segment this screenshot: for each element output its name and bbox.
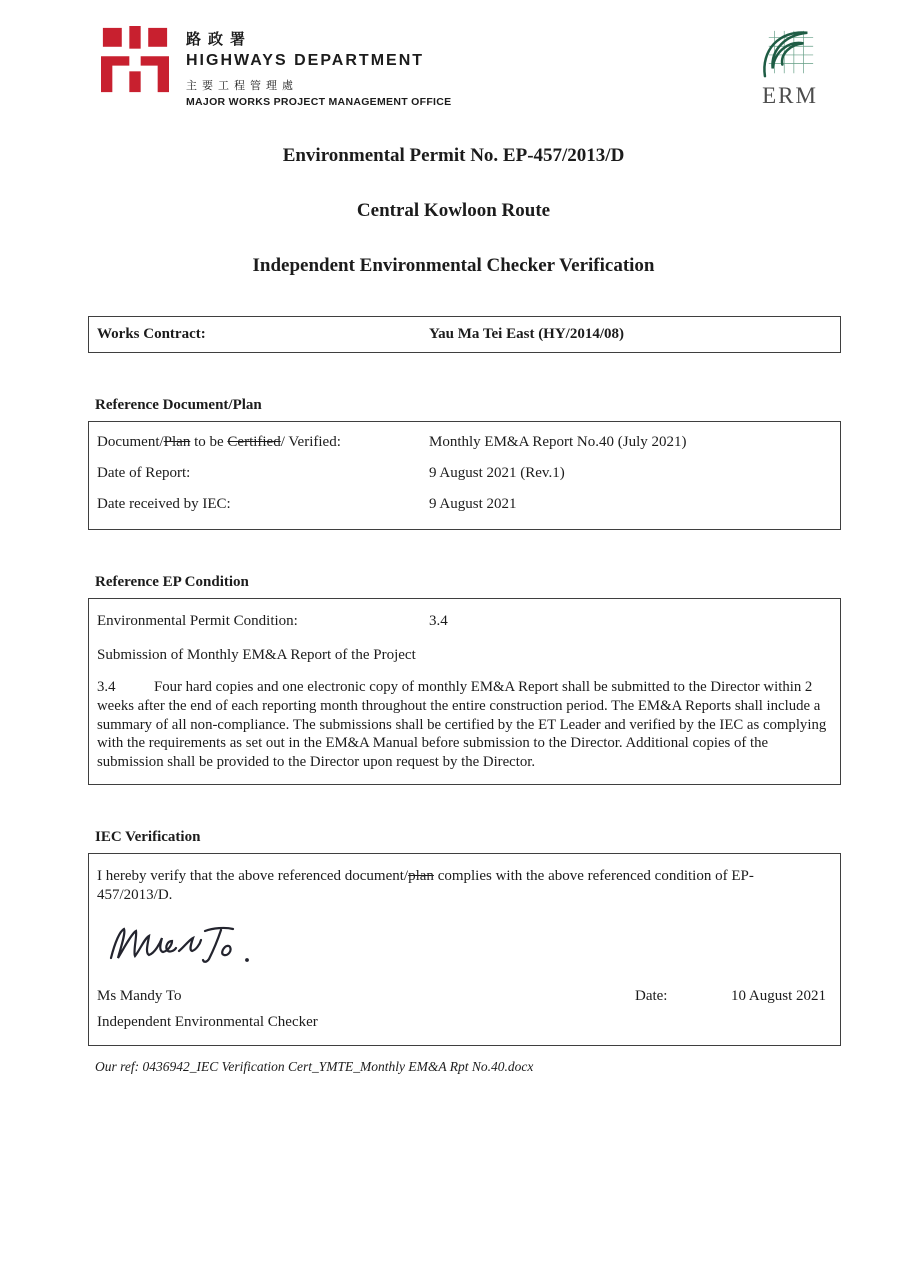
label-struck-certified: Certified: [227, 434, 281, 450]
erm-label: ERM: [762, 83, 818, 108]
ep-clause-paragraph: [97, 664, 830, 772]
iec-statement: [97, 867, 826, 906]
date-of-report-row: [97, 458, 832, 489]
signer-name: Ms Mandy To: [97, 987, 182, 1004]
title-block: [0, 145, 907, 277]
statement-struck-plan: plan: [408, 867, 434, 884]
signer-title: Independent Environmental Checker: [97, 1013, 318, 1030]
reference-ep-box: [88, 598, 841, 785]
project-title: Central Kowloon Route: [356, 200, 551, 221]
iec-verification-heading: IEC Verification: [95, 828, 201, 845]
works-contract-value: Yau Ma Tei East (HY/2014/08): [429, 326, 625, 342]
works-contract-label: Works Contract:: [97, 326, 206, 342]
reference-ep-heading: Reference EP Condition: [95, 574, 249, 590]
signature: [107, 922, 826, 974]
label-struck-plan: Plan: [163, 434, 191, 450]
ep-clause-text: Four hard copies and one electronic copy of monthly EM&A Report shall be submitted to the Director within 2 weeks after the end of each reporting month throughout the entire construction period. The EM&A Reports shall include a summary of all non-compliance. The submissions shall be certified by the ET Leader and verified by the IEC as complying with the requirements as set out in the EM&A Manual before submission to the Director. Additional copies of the submission shall be provided to the Director upon request by the Director.: [97, 679, 827, 771]
erm-logo: [759, 26, 821, 80]
office-chinese-name: 主要工程管理處: [186, 80, 298, 92]
document-to-be-verified-label: [97, 434, 429, 451]
highways-department-brand: [97, 26, 451, 108]
works-contract-box: [88, 316, 841, 353]
date-of-report-value: 9 August 2021 (Rev.1): [429, 465, 565, 481]
statement-part: I hereby verify that the above referenced document/: [97, 867, 409, 884]
header: [0, 0, 907, 109]
date-received-value: 9 August 2021: [429, 496, 517, 512]
date-received-row: [97, 489, 832, 520]
iec-verification-box: [88, 853, 841, 1046]
signature-image: [107, 922, 263, 972]
document-type-title: Independent Environmental Checker Verification: [252, 255, 655, 276]
statement-part: complies with the above referenced condition of EP-457/2013/D.: [97, 867, 754, 904]
permit-title: Environmental Permit No. EP-457/2013/D: [282, 145, 625, 166]
reference-document-box: [88, 421, 841, 530]
ep-condition-row: [97, 607, 830, 630]
ep-condition-label: Environmental Permit Condition:: [97, 613, 298, 629]
date-received-label: Date received by IEC:: [97, 496, 231, 512]
our-ref-line: Our ref: 0436942_IEC Verification Cert_YMTE_Monthly EM&A Rpt No.40.docx: [95, 1058, 534, 1074]
highways-department-logo: [97, 26, 173, 94]
ep-condition-value: 3.4: [429, 613, 448, 629]
label-part: to be: [190, 434, 228, 450]
ep-subject: Submission of Monthly EM&A Report of the Project: [97, 647, 416, 663]
highways-department-text: [186, 26, 451, 108]
hd-chinese-name: 路政署: [186, 31, 253, 48]
reference-document-heading: Reference Document/Plan: [95, 397, 262, 413]
hd-english-name: HIGHWAYS DEPARTMENT: [186, 52, 425, 69]
label-part: Document/: [97, 434, 164, 450]
erm-brand: [759, 26, 821, 109]
document-to-be-verified-value: Monthly EM&A Report No.40 (July 2021): [429, 434, 687, 450]
label-part: / Verified:: [280, 434, 341, 450]
date-label: Date:: [634, 987, 668, 1004]
ep-clause-number: 3.4: [97, 679, 116, 695]
office-english-name: MAJOR WORKS PROJECT MANAGEMENT OFFICE: [186, 96, 452, 108]
document-to-be-verified-row: [97, 427, 832, 458]
signer-date-row: [97, 988, 826, 1005]
date-of-report-label: Date of Report:: [97, 465, 191, 481]
date-value: 10 August 2021: [730, 987, 826, 1004]
